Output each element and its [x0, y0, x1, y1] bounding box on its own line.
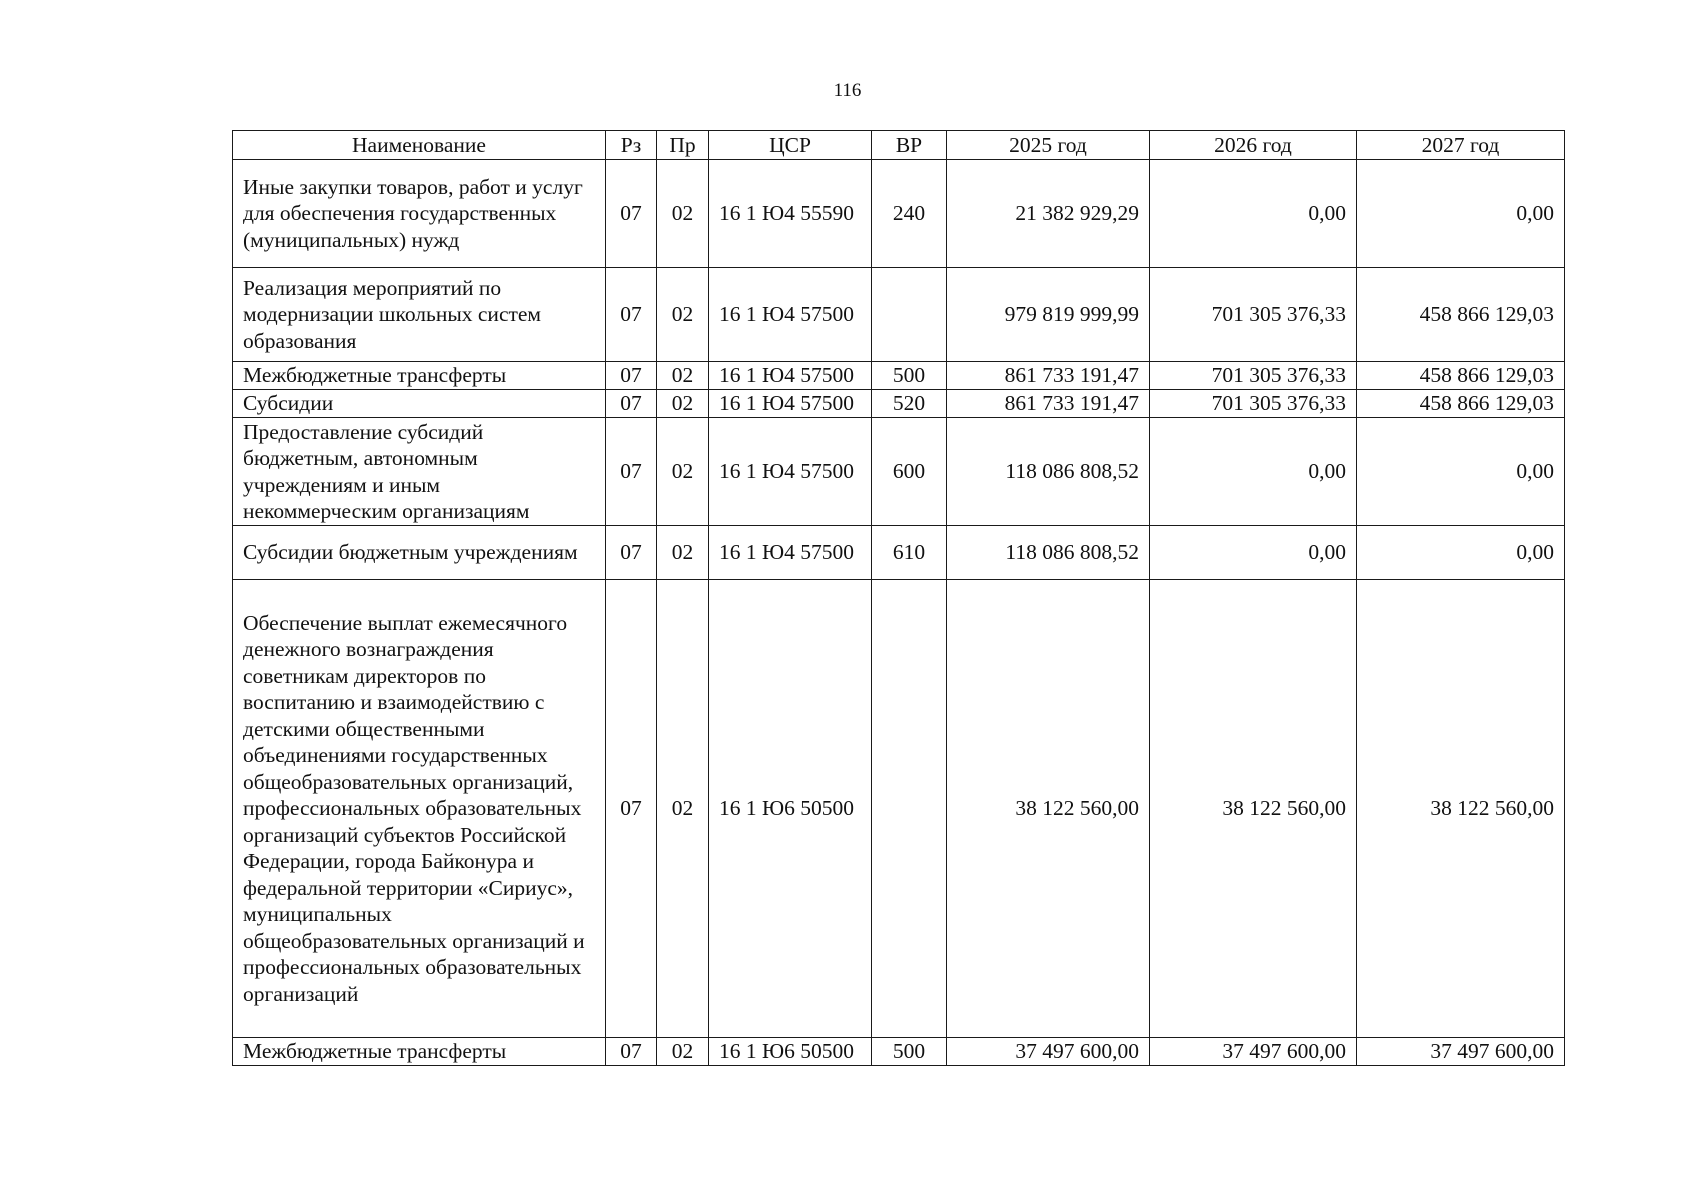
row-pr: 02 — [657, 160, 709, 268]
table-row — [233, 362, 1565, 390]
header-vr: ВР — [872, 131, 947, 160]
row-2027: 0,00 — [1357, 160, 1565, 268]
row-2026: 0,00 — [1150, 526, 1357, 580]
row-2027: 37 497 600,00 — [1357, 1038, 1565, 1066]
row-csr: 16 1 Ю4 57500 — [709, 526, 872, 580]
row-rz: 07 — [606, 580, 657, 1038]
row-name: Предоставление субсидий бюджетным, автономным учреждениям и иным некоммерческим организациям — [233, 418, 606, 526]
row-2026: 701 305 376,33 — [1150, 362, 1357, 390]
row-rz: 07 — [606, 1038, 657, 1066]
row-rz: 07 — [606, 160, 657, 268]
row-2025: 979 819 999,99 — [947, 268, 1150, 362]
row-2026: 701 305 376,33 — [1150, 390, 1357, 418]
row-csr: 16 1 Ю6 50500 — [709, 1038, 872, 1066]
row-csr: 16 1 Ю4 57500 — [709, 362, 872, 390]
header-pr: Пр — [657, 131, 709, 160]
row-pr: 02 — [657, 362, 709, 390]
row-csr: 16 1 Ю4 55590 — [709, 160, 872, 268]
table-row — [233, 580, 1565, 1038]
row-2026: 0,00 — [1150, 160, 1357, 268]
row-vr: 240 — [872, 160, 947, 268]
row-name: Субсидии бюджетным учреждениям — [233, 526, 606, 580]
row-pr: 02 — [657, 526, 709, 580]
page-number: 116 — [833, 80, 862, 101]
row-name: Межбюджетные трансферты — [233, 362, 606, 390]
row-2026: 701 305 376,33 — [1150, 268, 1357, 362]
row-name: Реализация мероприятий по модернизации школьных систем образования — [233, 268, 606, 362]
row-vr: 520 — [872, 390, 947, 418]
row-vr: 600 — [872, 418, 947, 526]
row-2027: 458 866 129,03 — [1357, 362, 1565, 390]
budget-table — [232, 130, 1565, 1066]
row-name: Иные закупки товаров, работ и услуг для обеспечения государственных (муниципальных) нужд — [233, 160, 606, 268]
header-row — [233, 131, 1565, 160]
row-2027: 0,00 — [1357, 418, 1565, 526]
row-2027: 458 866 129,03 — [1357, 268, 1565, 362]
row-csr: 16 1 Ю4 57500 — [709, 268, 872, 362]
header-2026: 2026 год — [1150, 131, 1357, 160]
header-name: Наименование — [233, 131, 606, 160]
row-2027: 458 866 129,03 — [1357, 390, 1565, 418]
table-row — [233, 268, 1565, 362]
row-2026: 37 497 600,00 — [1150, 1038, 1357, 1066]
header-2027: 2027 год — [1357, 131, 1565, 160]
row-name: Межбюджетные трансферты — [233, 1038, 606, 1066]
row-pr: 02 — [657, 1038, 709, 1066]
row-pr: 02 — [657, 268, 709, 362]
row-2026: 38 122 560,00 — [1150, 580, 1357, 1038]
row-csr: 16 1 Ю4 57500 — [709, 418, 872, 526]
row-vr — [872, 268, 947, 362]
header-csr: ЦСР — [709, 131, 872, 160]
row-2025: 38 122 560,00 — [947, 580, 1150, 1038]
row-vr: 500 — [872, 1038, 947, 1066]
row-pr: 02 — [657, 390, 709, 418]
row-rz: 07 — [606, 418, 657, 526]
row-csr: 16 1 Ю4 57500 — [709, 390, 872, 418]
row-2025: 21 382 929,29 — [947, 160, 1150, 268]
header-rz: Рз — [606, 131, 657, 160]
row-rz: 07 — [606, 362, 657, 390]
row-rz: 07 — [606, 390, 657, 418]
row-vr: 610 — [872, 526, 947, 580]
row-2025: 37 497 600,00 — [947, 1038, 1150, 1066]
row-vr — [872, 580, 947, 1038]
row-name: Субсидии — [233, 390, 606, 418]
table-row — [233, 1038, 1565, 1066]
table-row — [233, 418, 1565, 526]
row-name: Обеспечение выплат ежемесячного денежного вознаграждения советникам директоров по воспитанию и взаимодействию с детскими общественными объединениями государственных общеобразовательных организаций, профессиональных образовательных организаций субъектов Российской Федерации, города Байконура и федеральной территории «Сириус», муниципальных общеобразовательных организаций и профессиональных образовательных организаций — [233, 580, 606, 1038]
row-2027: 0,00 — [1357, 526, 1565, 580]
table-row — [233, 390, 1565, 418]
row-2025: 118 086 808,52 — [947, 418, 1150, 526]
row-2027: 38 122 560,00 — [1357, 580, 1565, 1038]
table-row — [233, 160, 1565, 268]
row-pr: 02 — [657, 418, 709, 526]
row-rz: 07 — [606, 526, 657, 580]
row-2025: 118 086 808,52 — [947, 526, 1150, 580]
row-2026: 0,00 — [1150, 418, 1357, 526]
row-rz: 07 — [606, 268, 657, 362]
row-vr: 500 — [872, 362, 947, 390]
header-2025: 2025 год — [947, 131, 1150, 160]
row-2025: 861 733 191,47 — [947, 390, 1150, 418]
row-2025: 861 733 191,47 — [947, 362, 1150, 390]
table-row — [233, 526, 1565, 580]
row-pr: 02 — [657, 580, 709, 1038]
row-csr: 16 1 Ю6 50500 — [709, 580, 872, 1038]
